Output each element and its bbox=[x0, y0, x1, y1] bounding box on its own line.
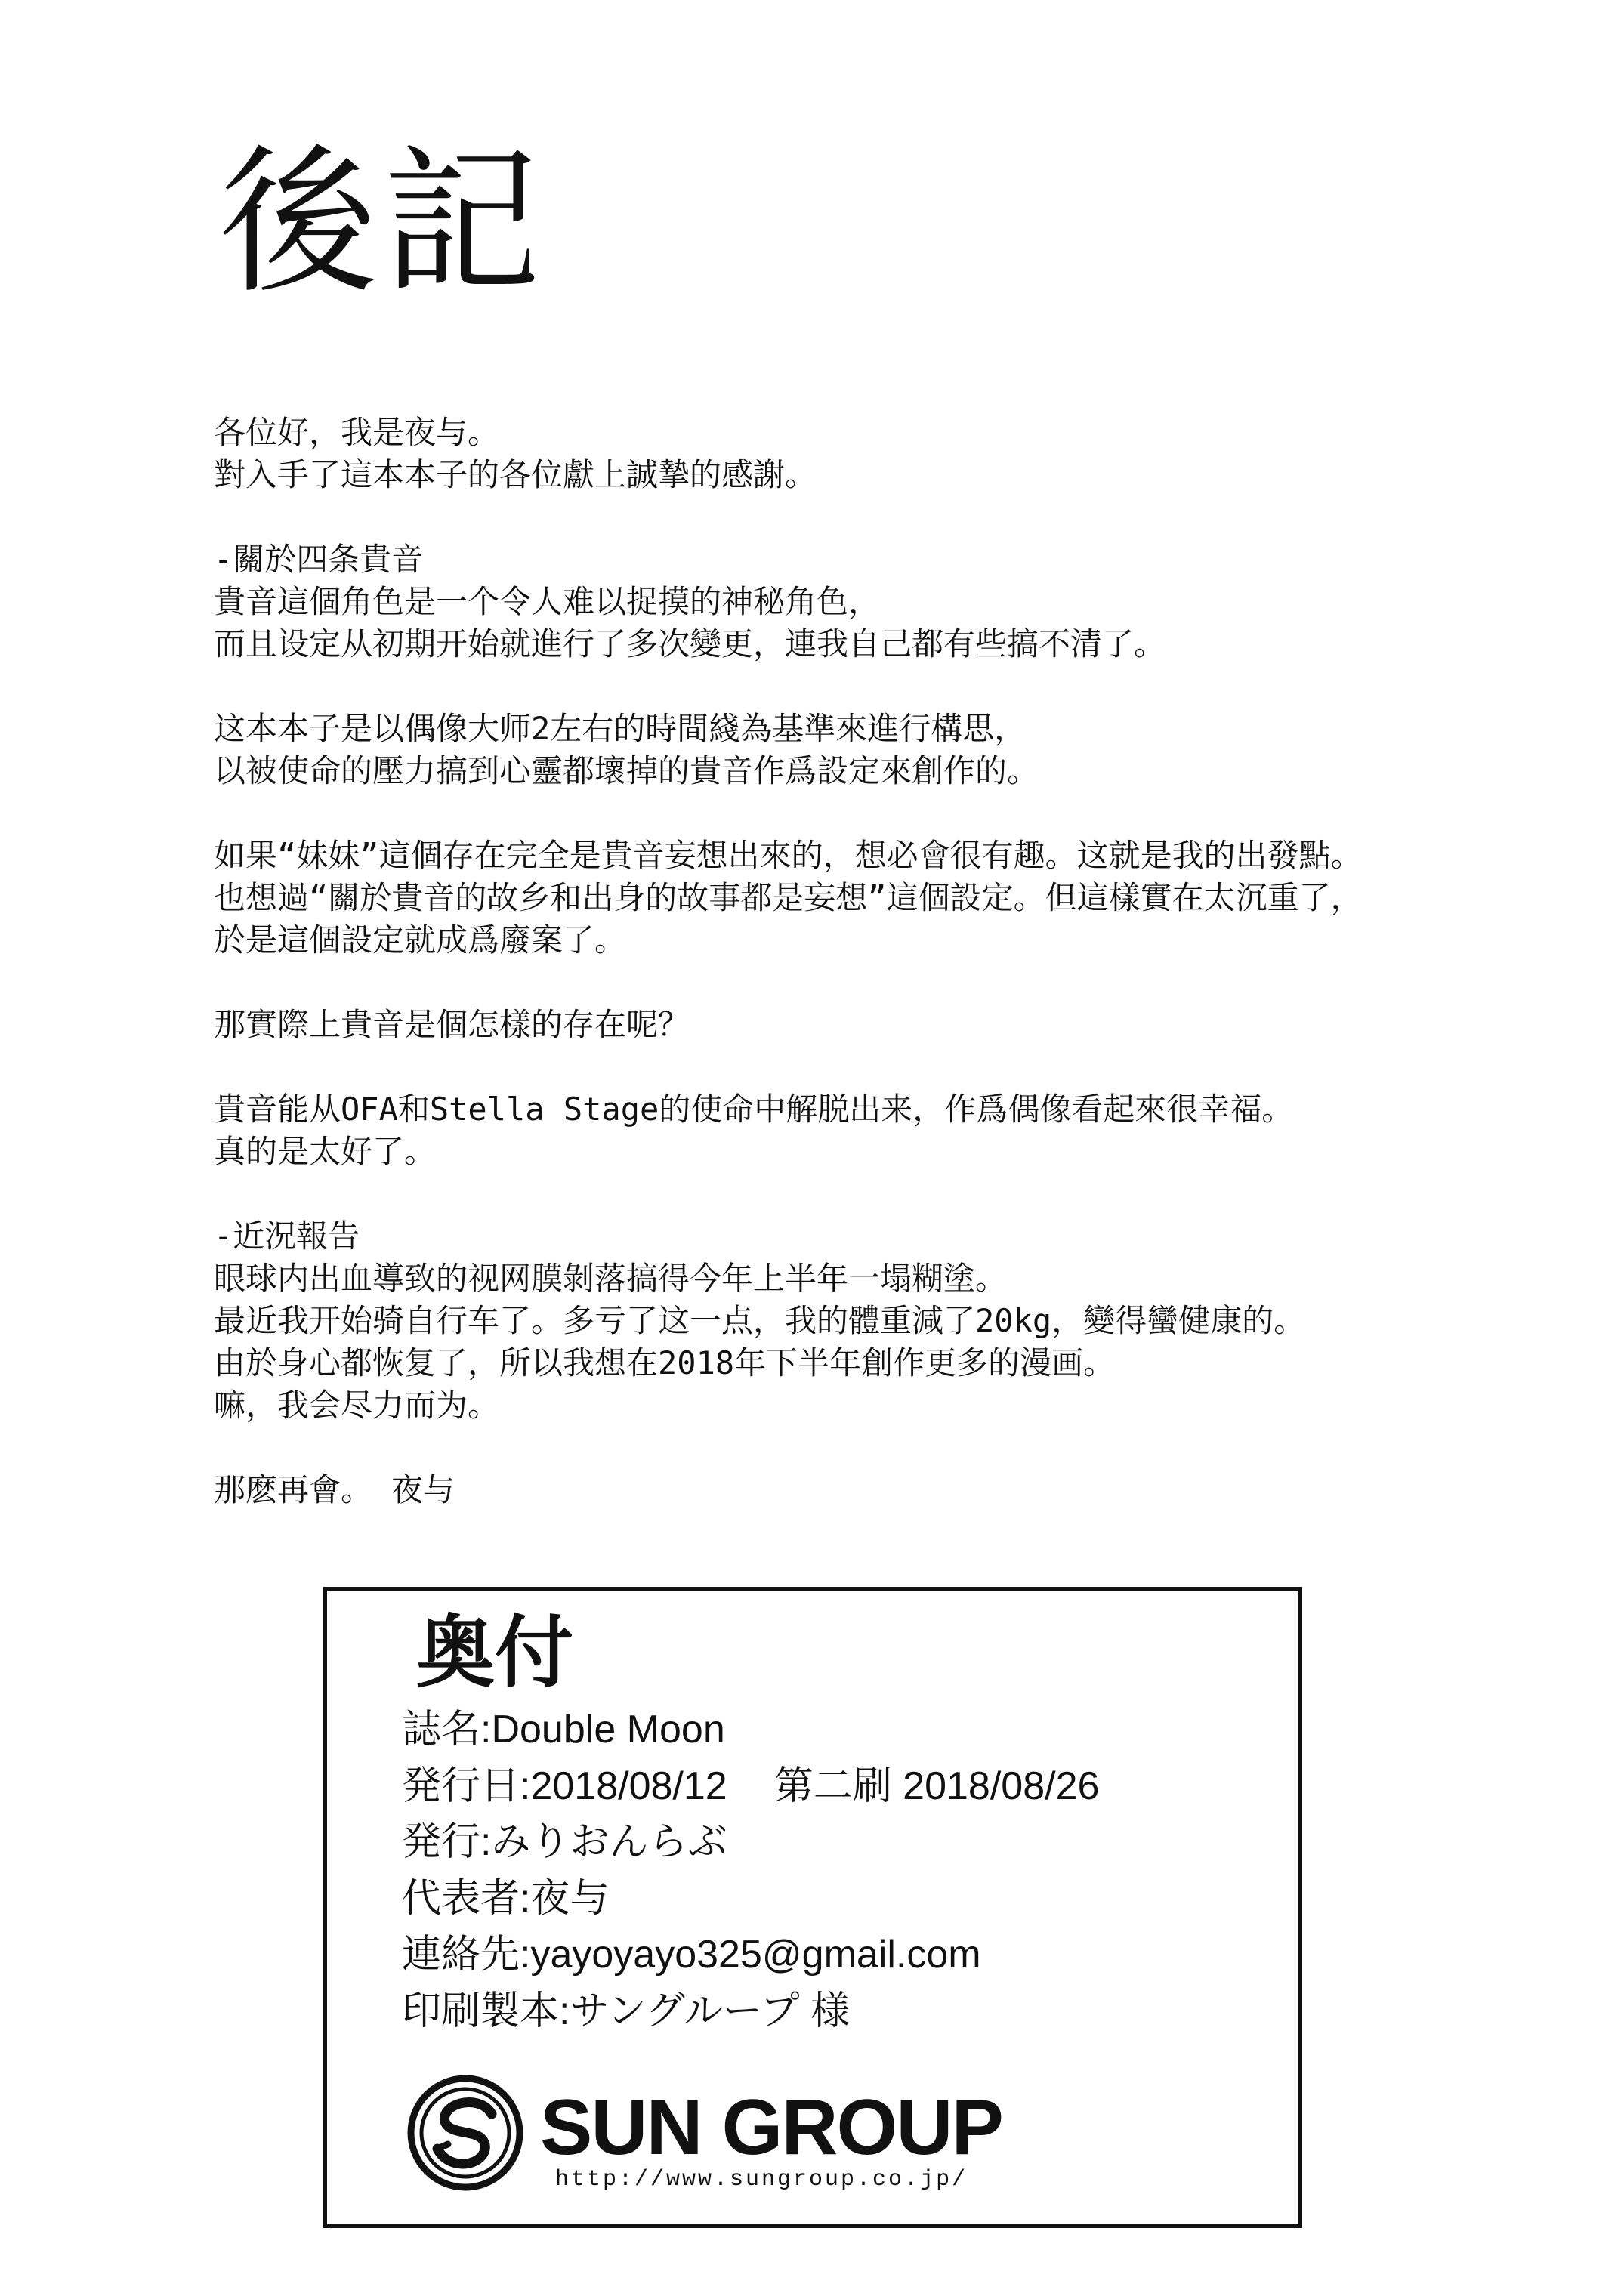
afterword-line: 如果“妹妹”這個存在完全是貴音妄想出來的，想必會很有趣。这就是我的出發點。 bbox=[214, 837, 1363, 874]
afterword-line: 貴音這個角色是一个令人难以捉摸的神秘角色， bbox=[214, 583, 881, 620]
afterword-line: 各位好，我是夜与。 bbox=[214, 414, 500, 451]
paragraph-gap bbox=[214, 792, 1573, 835]
colophon-dates bbox=[402, 1758, 1099, 1815]
afterword-line: 於是這個設定就成爲廢案了。 bbox=[214, 921, 627, 958]
paragraph-gap bbox=[214, 496, 1573, 539]
colophon-magazine: 誌名:Double Moon bbox=[402, 1708, 725, 1751]
paragraph-gap bbox=[214, 1173, 1573, 1215]
paragraph-gap bbox=[214, 1046, 1573, 1088]
afterword-line: 眼球内出血導致的视网膜剝落搞得今年上半年一塌糊塗。 bbox=[214, 1260, 1008, 1297]
logo-url: http://www.sungroup.co.jp/ bbox=[555, 2167, 968, 2193]
afterword-title: 後記 bbox=[219, 130, 546, 315]
afterword-line: 最近我开始骑自行车了。多亏了这一点，我的體重減了20kg，變得蠻健康的。 bbox=[214, 1302, 1306, 1339]
afterword-line: 貴音能从OFA和Stella Stage的使命中解脱出来，作爲偶像看起來很幸福。 bbox=[214, 1091, 1294, 1128]
colophon-box bbox=[323, 1587, 1302, 2228]
afterword-body bbox=[214, 412, 1573, 1511]
colophon-issue-date: 発行日:2018/08/12 bbox=[402, 1764, 727, 1808]
afterword-line: 那實際上貴音是個怎樣的存在呢？ bbox=[214, 1006, 690, 1043]
afterword-line: 由於身心都恢复了，所以我想在2018年下半年創作更多的漫画。 bbox=[214, 1344, 1116, 1381]
colophon-details bbox=[402, 1702, 1099, 2039]
paragraph-gap bbox=[214, 665, 1573, 708]
afterword-line: 也想過“關於貴音的故乡和出身的故事都是妄想”這個設定。但這樣實在太沉重了， bbox=[214, 879, 1363, 916]
colophon-contact: 連絡先:yayoyayo325@gmail.com bbox=[402, 1933, 981, 1977]
colophon-second-print: 第二刷 2018/08/26 bbox=[773, 1764, 1100, 1808]
colophon-publisher: 発行:みりおんらぶ bbox=[402, 1820, 727, 1864]
paragraph-gap bbox=[214, 961, 1573, 1004]
printer-logo bbox=[407, 2075, 1238, 2196]
afterword-line: 真的是太好了。 bbox=[214, 1133, 437, 1170]
colophon-printing: 印刷製本:サングループ 様 bbox=[402, 1989, 851, 2033]
afterword-section-heading: -近況報告 bbox=[214, 1217, 360, 1255]
afterword-line: 这本本子是以偶像大师2左右的時間綫為基準來進行構思， bbox=[214, 710, 1027, 747]
afterword-line: 以被使命的壓力搞到心靈都壞掉的貴音作爲設定來創作的。 bbox=[214, 752, 1039, 789]
sungroup-logo-icon bbox=[407, 2075, 523, 2191]
logo-name: SUN GROUP bbox=[540, 2084, 1002, 2171]
afterword-section-heading: -關於四条貴音 bbox=[214, 541, 424, 578]
afterword-line: 對入手了這本本子的各位獻上誠摯的感謝。 bbox=[214, 456, 817, 493]
afterword-line: 而且设定从初期开始就進行了多次變更，連我自己都有些搞不清了。 bbox=[214, 625, 1166, 662]
afterword-signoff: 那麽再會。 夜与 bbox=[214, 1471, 455, 1508]
afterword-line: 嘛，我会尽力而为。 bbox=[214, 1387, 500, 1424]
paragraph-gap bbox=[214, 1427, 1573, 1469]
colophon-representative: 代表者:夜与 bbox=[402, 1876, 610, 1921]
colophon-title: 奥付 bbox=[416, 1606, 574, 1699]
